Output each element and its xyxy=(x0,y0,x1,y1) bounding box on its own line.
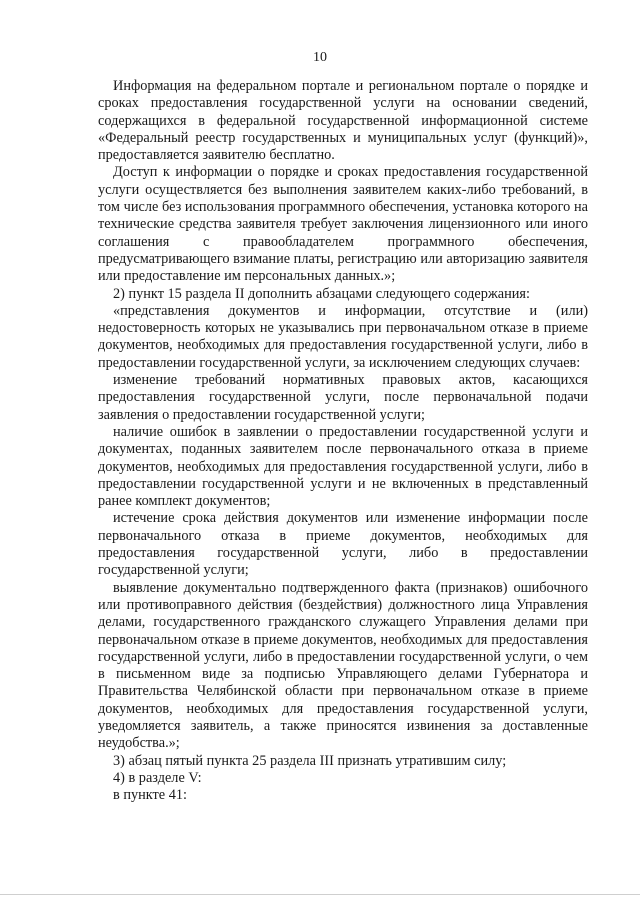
paragraph-item-4: 4) в разделе V: xyxy=(113,769,202,786)
paragraph-requirements-change: изменение требований нормативных правовых актов, касающихся предоставления государственной услуги, после первоначальной подачи заявления о предоставлении государственной услуги; xyxy=(98,372,588,423)
paragraph-point-41: в пункте 41: xyxy=(113,787,187,804)
paragraph-item-3: 3) абзац пятый пункта 25 раздела III признать утратившим силу; xyxy=(113,752,507,769)
paragraph-access-info: Доступ к информации о порядке и сроках предоставления государственной услуги осуществляется без выполнения заявителем каких-либо требований, в том числе без использования программного обеспечения, установка которого на технические средства заявителя требует заключения лицензионного или иного соглашения с правообладателем программного обеспечения, предусматривающего взимание платы, регистрацию или авторизацию заявителя или предоставление им персональных данных.»; xyxy=(98,164,588,285)
bottom-edge-line xyxy=(0,894,640,895)
paragraph-item-2: 2) пункт 15 раздела II дополнить абзацами следующего содержания: xyxy=(113,285,530,302)
document-body xyxy=(98,78,588,804)
paragraph-portal-info: Информация на федеральном портале и региональном портале о порядке и сроках предоставления государственной услуги на основании сведений, содержащихся в федеральной государственной информационной системе «Федеральный реестр государственных и муниципальных услуг (функций)», предоставляется заявителю бесплатно. xyxy=(98,78,588,164)
paragraph-errors-in-application: наличие ошибок в заявлении о предоставлении государственной услуги и документах, поданных заявителем после первоначального отказа в приеме документов, необходимых для предоставления государственной услуги, либо в предоставлении государственной услуги и не включенных в представленный ранее комплект документов; xyxy=(98,423,588,510)
paragraph-erroneous-action: выявление документально подтвержденного факта (признаков) ошибочного или противоправного действия (бездействия) должностного лица Управления делами, государственного гражданского служащего Управления делами при первоначальном отказе в приеме документов, необходимых для предоставления государственной услуги, либо в предоставлении государственной услуги, о чем в письменном виде за подписью Управляющего делами Губернатора и Правительства Челябинской области при первоначальном отказе в приеме документов, необходимых для предоставления государственной услуги, уведомляется заявитель, а также приносятся извинения за доставленные неудобства.»; xyxy=(98,579,588,752)
paragraph-document-expiry: истечение срока действия документов или изменение информации после первоначального отказа в приеме документов, необходимых для предоставления государственной услуги, либо в предоставлении государственной услуги; xyxy=(98,510,588,579)
page-number: 10 xyxy=(313,50,327,65)
paragraph-documents-request: «представления документов и информации, отсутствие и (или) недостоверность которых не указывались при первоначальном отказе в приеме документов, необходимых для предоставления государственной услуги, либо в предоставлении государственной услуги, за исключением следующих случаев: xyxy=(98,302,588,371)
